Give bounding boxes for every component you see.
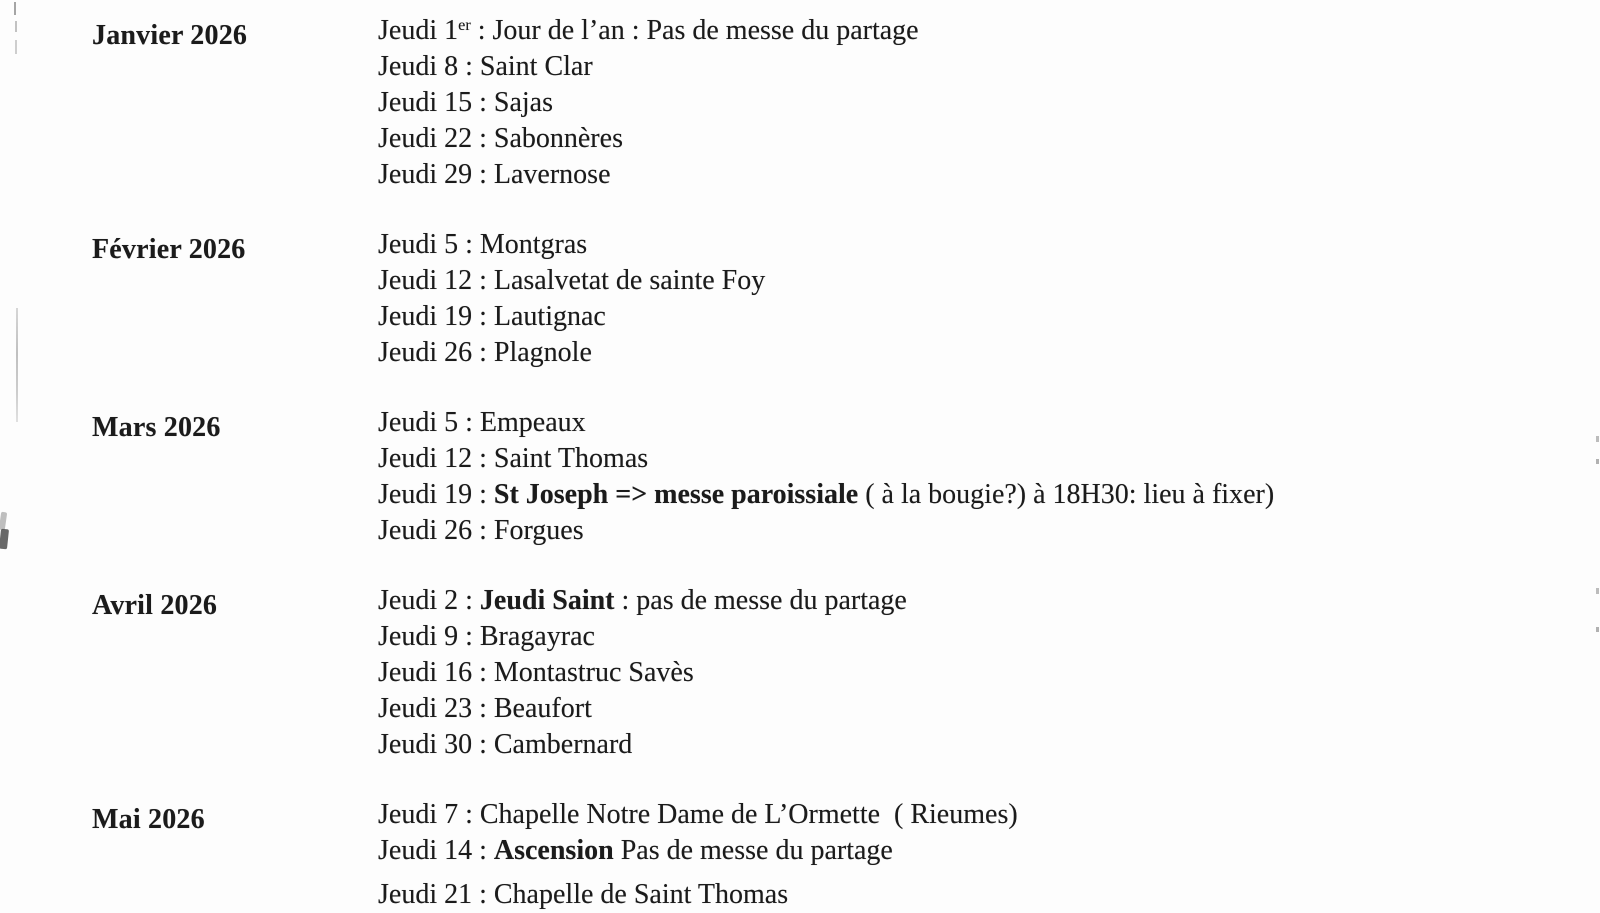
event-line (378, 335, 1600, 371)
event-text-segment: Jeudi 9 : Bragayrac (378, 621, 595, 652)
event-text-segment: Ascension (493, 835, 614, 866)
event-line (378, 121, 1600, 157)
event-line (378, 441, 1600, 477)
month-section (0, 405, 1600, 549)
month-label: Avril 2026 (92, 590, 218, 621)
event-line (378, 797, 1600, 833)
month-label: Janvier 2026 (92, 20, 248, 51)
event-line (378, 877, 1600, 913)
month-section (0, 227, 1600, 371)
month-section (0, 583, 1600, 763)
event-text-segment: Jeudi 12 : Saint Thomas (378, 443, 649, 474)
event-text-segment: Jeudi 1 (378, 15, 459, 46)
event-line (378, 727, 1600, 763)
event-line (378, 13, 1600, 49)
schedule-list (0, 13, 1600, 913)
month-label: Mars 2026 (92, 412, 221, 443)
event-text-segment: Jeudi 26 : Forgues (378, 515, 584, 546)
event-text-segment: Jeudi 15 : Sajas (378, 87, 553, 118)
month-events (378, 797, 1600, 913)
event-line (378, 583, 1600, 619)
event-line (378, 49, 1600, 85)
event-text-segment: Jeudi 12 : Lasalvetat de sainte Foy (378, 265, 766, 296)
event-text-superscript: er (458, 16, 471, 35)
event-line (378, 513, 1600, 549)
event-line (378, 691, 1600, 727)
event-text-segment: Pas de messe du partage (613, 835, 893, 866)
month-events (378, 583, 1600, 763)
event-text-segment: Jeudi 5 : Montgras (378, 229, 588, 260)
event-text-segment: St Joseph => messe paroissiale (493, 479, 859, 510)
event-text-segment: Jeudi 7 : Chapelle Notre Dame de L’Ormette ( Rieumes) (378, 799, 1018, 830)
event-text-segment: ( à la bougie?) à 18H30: lieu à fixer) (858, 479, 1275, 510)
month-events (378, 405, 1600, 549)
event-text-segment: : pas de messe du partage (614, 585, 907, 616)
event-line (378, 477, 1600, 513)
event-text-segment: Jeudi Saint (479, 585, 615, 616)
event-line (378, 619, 1600, 655)
event-text-segment: Jeudi 30 : Cambernard (378, 729, 633, 760)
event-text-segment: Jeudi 14 : (378, 835, 494, 866)
event-line (378, 655, 1600, 691)
month-label: Février 2026 (92, 234, 246, 265)
event-line (378, 157, 1600, 193)
event-text-segment: Jeudi 21 : Chapelle de Saint Thomas (378, 879, 789, 910)
event-text-segment: Jeudi 22 : Sabonnères (378, 123, 623, 154)
month-section (0, 13, 1600, 193)
event-text-segment: : Jour de l’an : Pas de messe du partage (470, 15, 919, 46)
event-text-segment: Jeudi 2 : (378, 585, 480, 616)
event-text-segment: Jeudi 8 : Saint Clar (378, 51, 593, 82)
event-line (378, 263, 1600, 299)
event-text-segment: Jeudi 26 : Plagnole (378, 337, 592, 368)
month-events (378, 13, 1600, 193)
event-text-segment: Jeudi 23 : Beaufort (378, 693, 592, 724)
event-line (378, 227, 1600, 263)
month-events (378, 227, 1600, 371)
event-text-segment: Jeudi 5 : Empeaux (378, 407, 586, 438)
event-line (378, 405, 1600, 441)
month-label: Mai 2026 (92, 804, 205, 835)
event-text-segment: Jeudi 29 : Lavernose (378, 159, 611, 190)
event-text-segment: Jeudi 16 : Montastruc Savès (378, 657, 694, 688)
month-section (0, 797, 1600, 913)
event-text-segment: Jeudi 19 : (378, 479, 494, 510)
event-line (378, 833, 1600, 869)
event-line (378, 85, 1600, 121)
event-line (378, 299, 1600, 335)
event-text-segment: Jeudi 19 : Lautignac (378, 301, 606, 332)
